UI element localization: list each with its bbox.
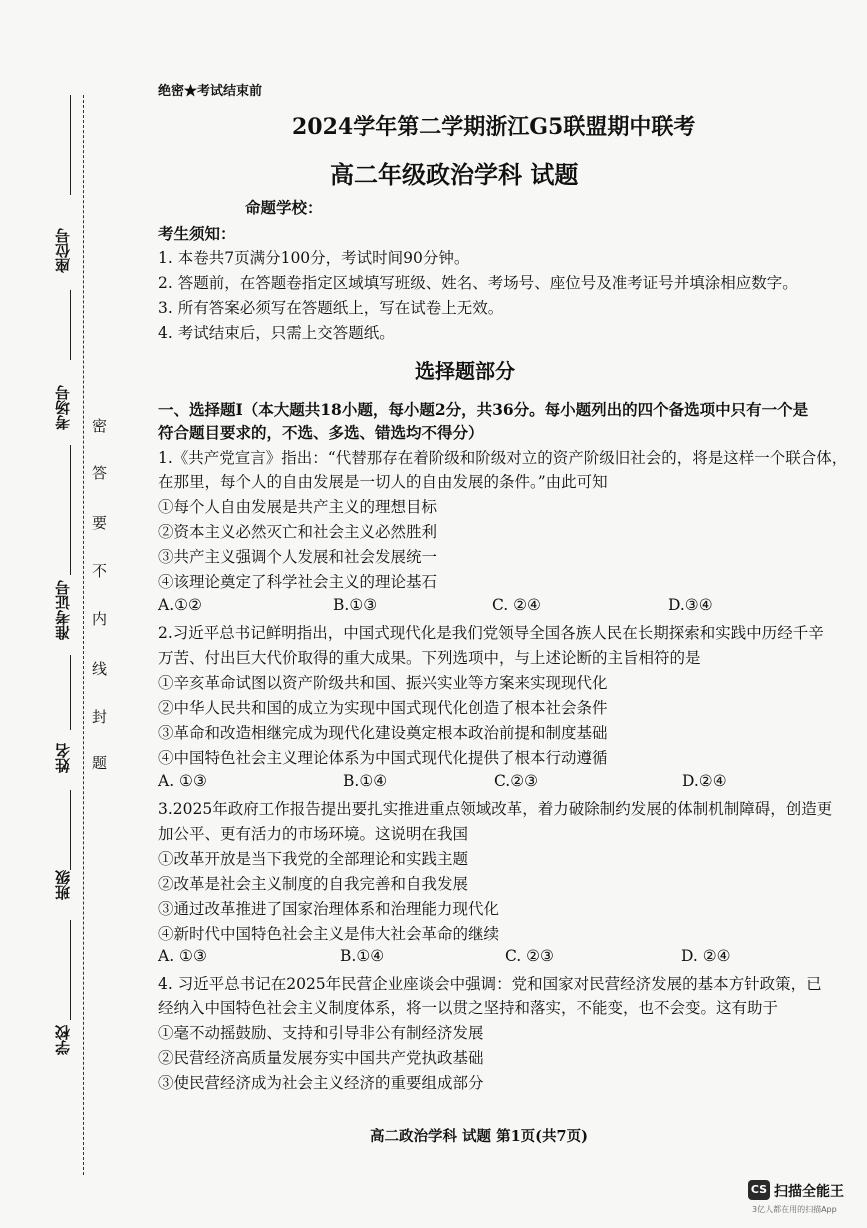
question-item: ①改革开放是当下我党的全部理论和实践主题 xyxy=(158,850,469,868)
option-b: B.①④ xyxy=(343,772,388,790)
question-item: ②改革是社会主义制度的自我完善和自我发展 xyxy=(158,875,469,893)
seal-char: 不 xyxy=(92,562,108,580)
option-d: D.②④ xyxy=(682,772,727,790)
seal-dashed-line xyxy=(83,95,84,1175)
option-c: C. ②④ xyxy=(492,596,541,614)
question-item: ④中国特色社会主义理论体系为中国式现代化提供了根本行动遵循 xyxy=(158,749,608,767)
seal-char: 封 xyxy=(92,708,108,726)
page-footer: 高二政治学科 试题 第1页(共7页) xyxy=(370,1128,588,1145)
question-item: ④该理论奠定了科学社会主义的理论基石 xyxy=(158,573,438,591)
watermark-tagline: 3亿人都在用的扫描App xyxy=(752,1205,837,1214)
binding-line xyxy=(70,920,71,1020)
option-a: A. ①③ xyxy=(158,772,207,790)
ticket-label: 准考证号 xyxy=(54,580,72,640)
question-item: ③共产主义强调个人发展和社会发展统一 xyxy=(158,548,438,566)
section-intro: 一、选择题Ⅰ（本大题共18小题，每小题2分，共36分。每小题列出的四个备选项中只有一个是 xyxy=(158,400,809,419)
question-item: ③革命和改造相继完成为现代化建设奠定根本政治前提和制度基础 xyxy=(158,724,608,742)
seal-char: 线 xyxy=(92,660,108,678)
school-field-label: 命题学校： xyxy=(245,198,323,217)
question-stem: 万苦、付出巨大代价取得的重大成果。下列选项中，与上述论断的主旨相符的是 xyxy=(158,649,701,667)
option-c: C. ②③ xyxy=(505,947,554,965)
seal-char: 答 xyxy=(92,464,108,482)
question-stem: 在那里，每个人的自由发展是一切人的自由发展的条件。”由此可知 xyxy=(158,473,608,491)
question-item: ①毫不动摇鼓励、支持和引导非公有制经济发展 xyxy=(158,1024,484,1042)
question-item: ②资本主义必然灭亡和社会主义必然胜利 xyxy=(158,523,438,541)
seal-char: 要 xyxy=(92,514,108,532)
binding-line xyxy=(70,95,71,195)
question-stem: 经纳入中国特色社会主义制度体系，将一以贯之坚持和落实，不能变，也不会变。这有助于 xyxy=(158,999,779,1017)
question-stem: 4. 习近平总书记在2025年民营企业座谈会中强调：党和国家对民营经济发展的基本方针政策，已 xyxy=(158,975,822,993)
exam-subtitle: 高二年级政治学科 试题 xyxy=(330,160,579,189)
question-item: ①辛亥革命试图以资产阶级共和国、振兴实业等方案来实现现代化 xyxy=(158,674,608,692)
option-d: D.③④ xyxy=(668,596,713,614)
binding-line xyxy=(70,445,71,575)
section-intro: 符合题目要求的，不选、多选、错选均不得分） xyxy=(158,423,484,442)
option-c: C.②③ xyxy=(494,772,539,790)
seal-char: 内 xyxy=(92,610,108,628)
question-item: ②民营经济高质量发展夯实中国共产党执政基础 xyxy=(158,1049,484,1067)
question-item: ③使民营经济成为社会主义经济的重要组成部分 xyxy=(158,1074,484,1092)
option-b: B.①④ xyxy=(340,947,385,965)
seat-label: 座位号 xyxy=(54,228,72,273)
question-item: ④新时代中国特色社会主义是伟大社会革命的继续 xyxy=(158,925,500,943)
note-item: 3. 所有答案必须写在答题纸上，写在试卷上无效。 xyxy=(158,299,504,317)
question-stem: 2.习近平总书记鲜明指出，中国式现代化是我们党领导全国各族人民在长期探索和实践中历经千辛 xyxy=(158,624,824,642)
section-title: 选择题部分 xyxy=(415,359,515,383)
class-label: 班级 xyxy=(54,870,72,900)
note-item: 1. 本卷共7页满分100分，考试时间90分钟。 xyxy=(158,249,470,267)
room-label: 考场号 xyxy=(54,385,72,430)
note-item: 2. 答题前，在答题卷指定区域填写班级、姓名、考场号、座位号及准考证号并填涂相应数字。 xyxy=(158,274,798,292)
question-stem: 1.《共产党宣言》指出：“代替那存在着阶级和阶级对立的资产阶级旧社会的，将是这样一个联合体， xyxy=(158,449,848,467)
seal-char: 密 xyxy=(92,417,108,435)
binding-line xyxy=(70,655,71,730)
watermark-name: 扫描全能王 xyxy=(774,1184,844,1200)
seal-char: 题 xyxy=(92,754,108,772)
question-item: ①每个人自由发展是共产主义的理想目标 xyxy=(158,498,438,516)
note-item: 4. 考试结束后，只需上交答题纸。 xyxy=(158,324,395,342)
notes-heading: 考生须知： xyxy=(158,224,236,243)
camscanner-logo-icon: CS xyxy=(748,1180,770,1200)
option-d: D. ②④ xyxy=(681,947,731,965)
option-a: A. ①③ xyxy=(158,947,207,965)
option-a: A.①② xyxy=(158,596,202,614)
question-stem: 3.2025年政府工作报告提出要扎实推进重点领域改革，着力破除制约发展的体制机制障碍，创造更 xyxy=(158,800,833,818)
option-b: B.①③ xyxy=(333,596,378,614)
question-stem: 加公平、更有活力的市场环境。这说明在我国 xyxy=(158,825,469,843)
binding-line xyxy=(70,290,71,360)
secret-label: 绝密★考试结束前 xyxy=(158,84,263,99)
question-item: ③通过改革推进了国家治理体系和治理能力现代化 xyxy=(158,900,500,918)
binding-line xyxy=(70,790,71,870)
school-label: 学校 xyxy=(54,1025,72,1055)
question-item: ②中华人民共和国的成立为实现中国式现代化创造了根本社会条件 xyxy=(158,699,608,717)
exam-title: 2024学年第二学期浙江G5联盟期中联考 xyxy=(292,114,696,140)
name-label: 姓名 xyxy=(54,743,72,773)
